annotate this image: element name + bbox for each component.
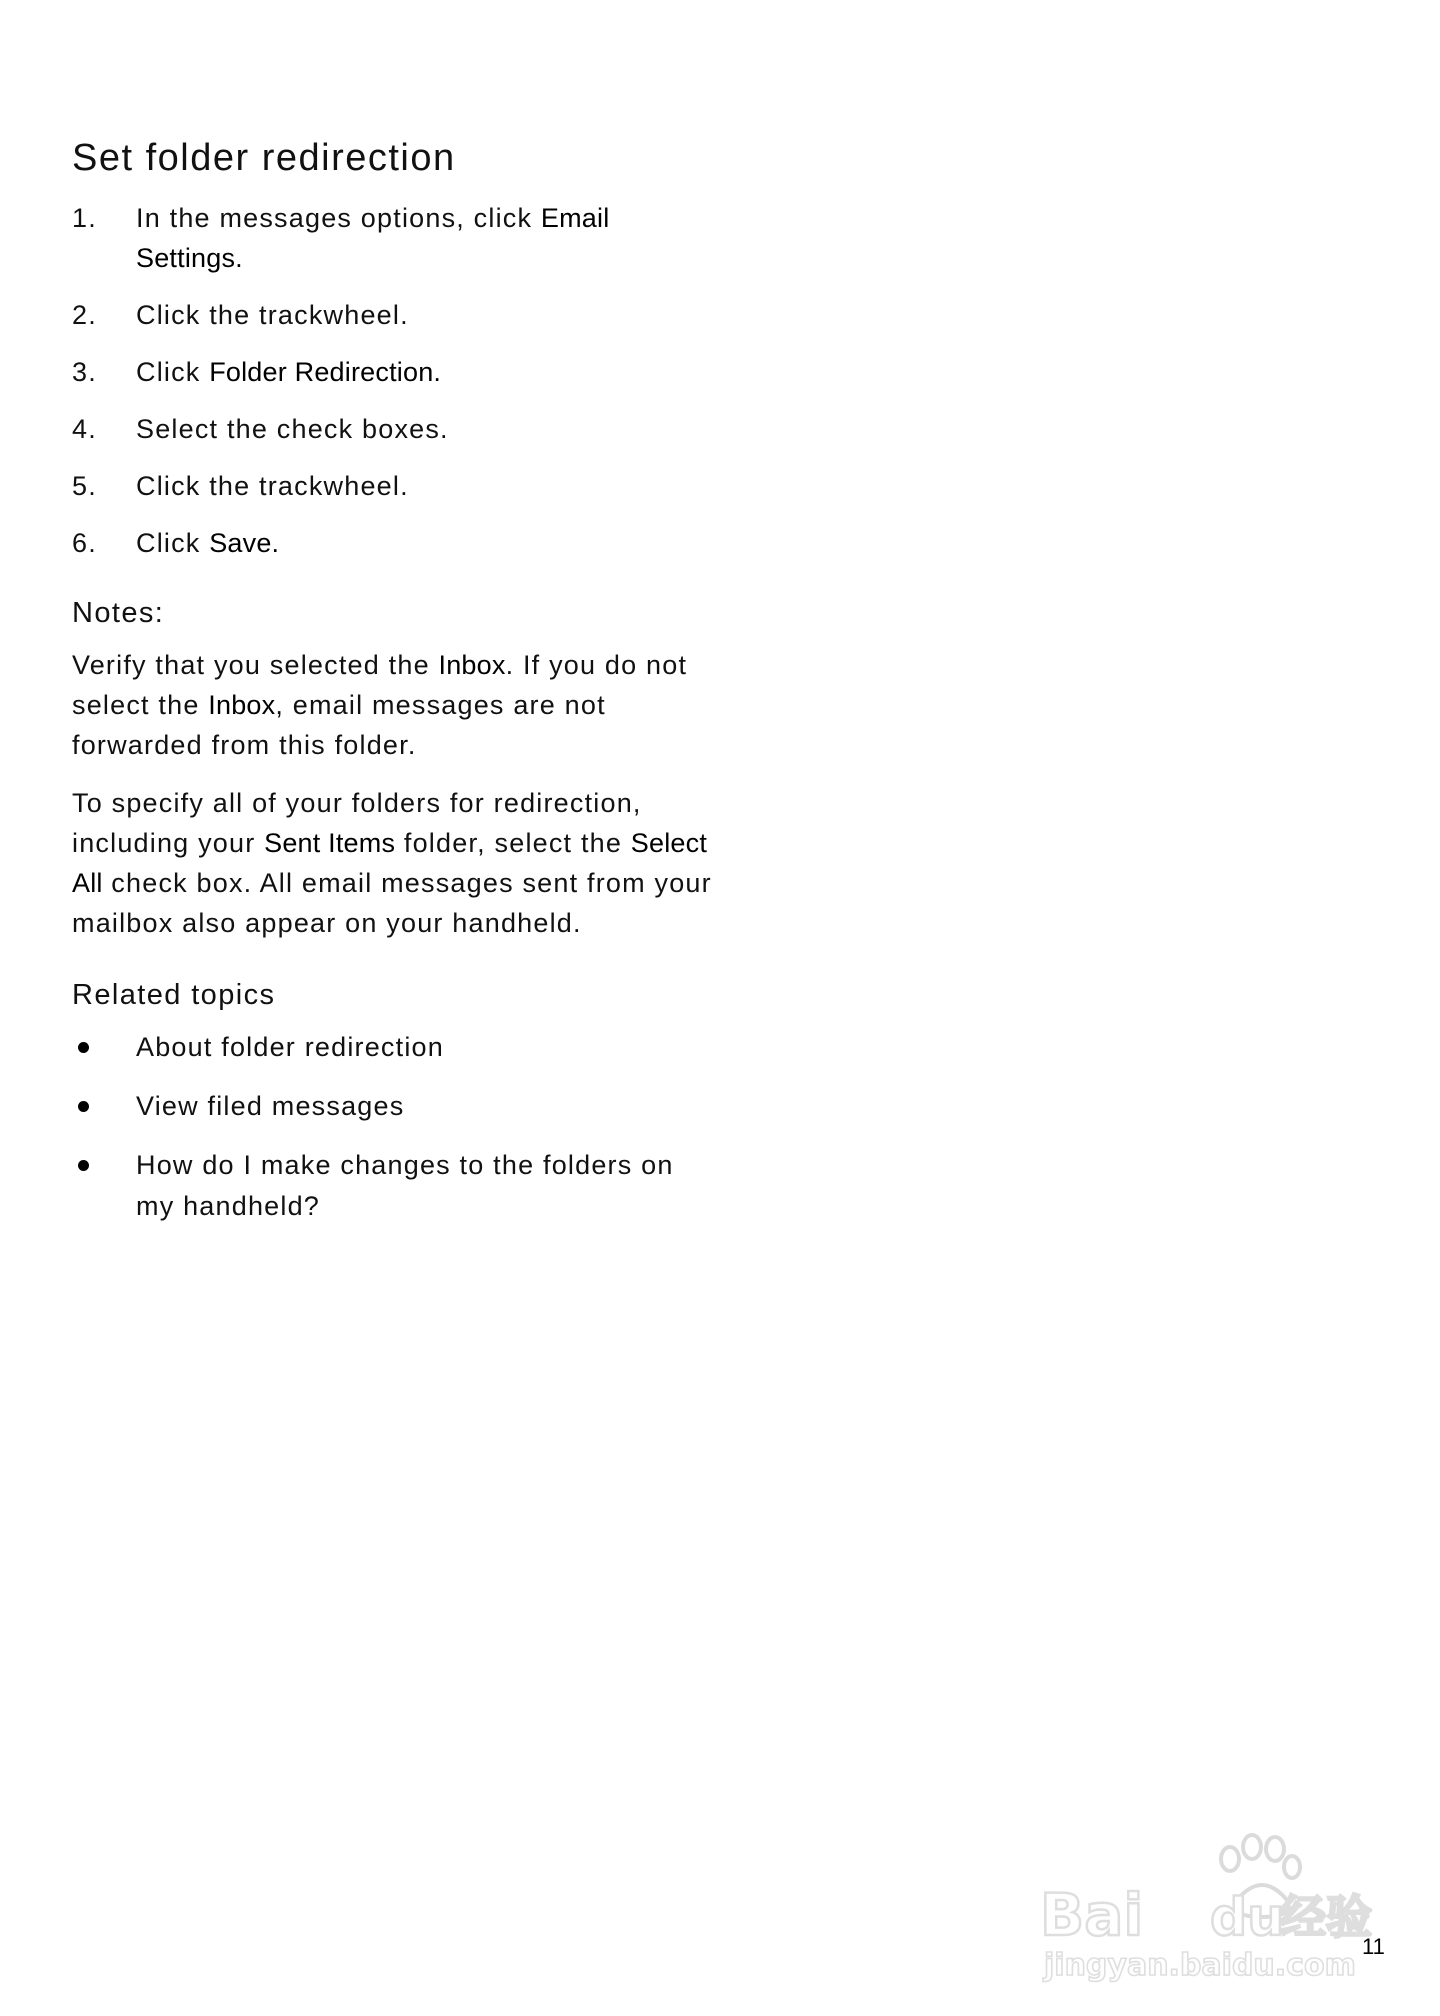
step-text-plain: In the messages options, click: [136, 203, 541, 233]
step-item: [72, 198, 712, 278]
svg-text:du: du: [1210, 1888, 1285, 1948]
step-item: [72, 295, 712, 335]
step-item: [72, 352, 712, 392]
related-topics-list: [72, 1027, 712, 1227]
bullet-icon: [72, 1027, 136, 1068]
ui-label-email-settings: Email Settings.: [136, 203, 610, 273]
step-item: [72, 409, 712, 449]
svg-text:经验: 经验: [1280, 1890, 1372, 1944]
text-run: check box. All email messages sent from your mailbox also appear on your handheld.: [72, 868, 712, 938]
document-content: [72, 132, 712, 1245]
svg-text:Bai: Bai: [1040, 1881, 1144, 1949]
notes-paragraph-1: [72, 645, 712, 765]
step-number: 2.: [72, 300, 97, 330]
ui-label-save: Save.: [209, 528, 280, 558]
step-text: [136, 523, 279, 563]
ui-label-inbox: Inbox: [438, 650, 506, 680]
step-item: [72, 523, 712, 563]
related-topic-item[interactable]: [72, 1145, 712, 1227]
step-text-plain: Click: [136, 357, 210, 387]
ui-label-select-all: Select All: [72, 828, 708, 898]
step-number: 3.: [72, 357, 97, 387]
svg-text:jingyan.baidu.com: jingyan.baidu.com: [1044, 1948, 1356, 1983]
step-number: 6.: [72, 528, 97, 558]
text-run: To specify all of your folders for redirection, including your: [72, 788, 642, 858]
step-text: Click the trackwheel.: [136, 300, 409, 330]
text-run: folder, select the: [395, 828, 631, 858]
page-number: 11: [1362, 1934, 1385, 1959]
notes-paragraph-2: [72, 783, 712, 943]
ui-label-inbox: Inbox: [208, 690, 276, 720]
step-item: [72, 466, 712, 506]
text-run: Verify that you selected the: [72, 650, 439, 680]
step-number: 1.: [72, 203, 97, 233]
step-text: Click the trackwheel.: [136, 471, 409, 501]
notes-heading: Notes:: [72, 597, 165, 629]
text-run: , email messages are not forwarded from this folder.: [72, 690, 606, 760]
step-number: 4.: [72, 414, 97, 444]
page-title: Set folder redirection: [72, 137, 456, 179]
related-topic-item[interactable]: [72, 1027, 712, 1068]
bullet-icon: [72, 1086, 136, 1127]
bullet-icon: [72, 1145, 136, 1227]
related-topic-link[interactable]: How do I make changes to the folders on my handheld?: [136, 1150, 674, 1221]
step-text: [136, 352, 441, 392]
step-text: Select the check boxes.: [136, 414, 449, 444]
text-run: . If you do not select the: [72, 650, 688, 720]
step-text-plain: Click: [136, 528, 210, 558]
related-topics-heading: Related topics: [72, 979, 276, 1011]
related-topic-link[interactable]: About folder redirection: [136, 1032, 444, 1062]
step-number: 5.: [72, 471, 97, 501]
baidu-watermark-logo: [1032, 1825, 1382, 1985]
related-topic-item[interactable]: [72, 1086, 712, 1127]
ui-label-sent-items: Sent Items: [264, 828, 396, 858]
steps-list: [72, 198, 712, 563]
related-topic-link[interactable]: View filed messages: [136, 1091, 405, 1121]
step-text: [136, 198, 712, 278]
ui-label-folder-redirection: Folder Redirection.: [209, 357, 442, 387]
